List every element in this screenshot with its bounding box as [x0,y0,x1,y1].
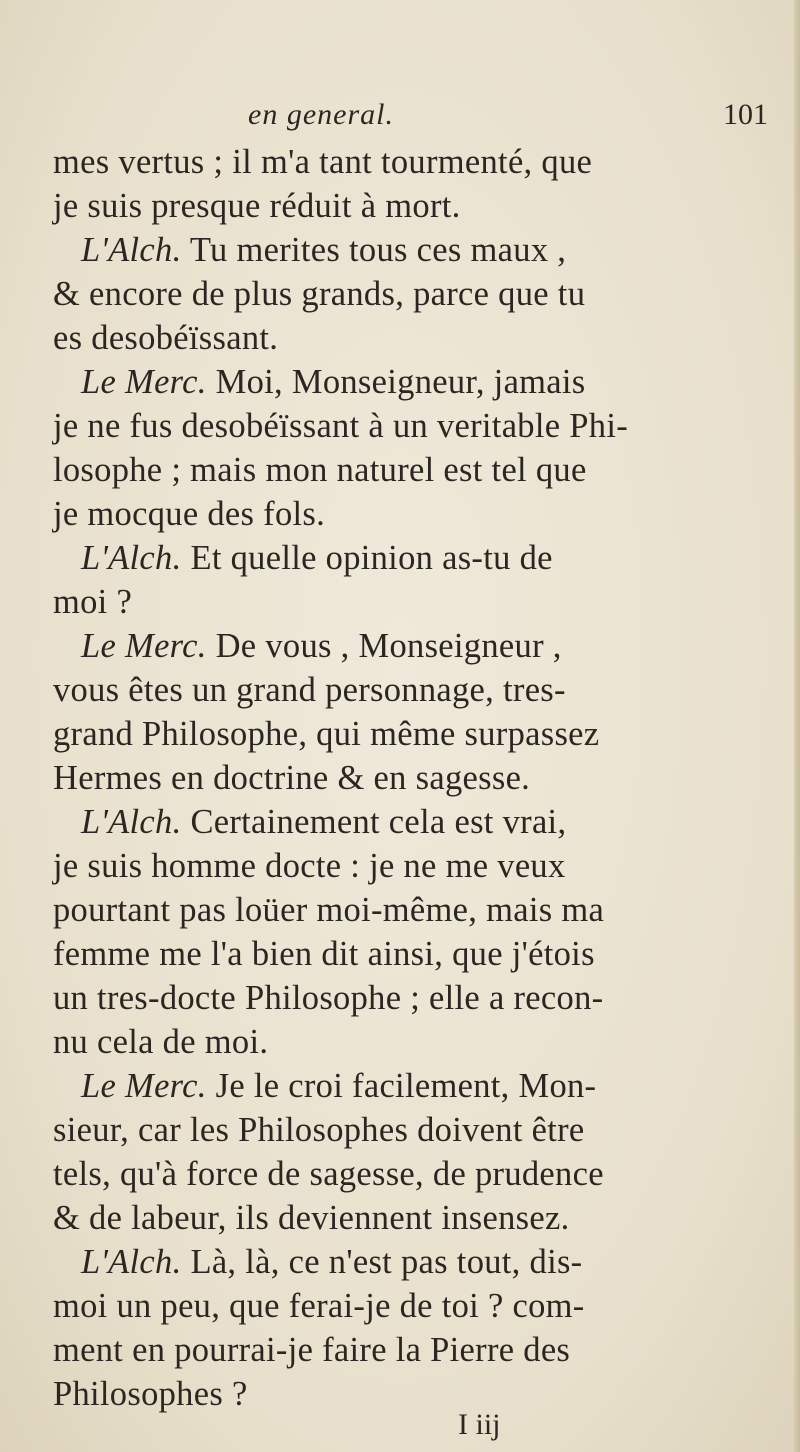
line-text: grand Philosophe, qui même surpassez [53,715,600,753]
line-text: je ne fus desobéïssant à un veritable Phi- [53,407,628,445]
text-line [53,404,773,448]
running-title: en general. [248,98,394,131]
text-line [53,712,773,756]
speaker-label: Le Merc. [81,627,207,665]
line-text: & de labeur, ils deviennent insensez. [53,1199,570,1237]
line-text: sieur, car les Philosophes doivent être [53,1111,585,1149]
text-line [53,1196,773,1240]
line-text: Philosophes ? [53,1375,248,1413]
text-line [53,228,773,272]
page-header [0,98,800,138]
text-line [53,1328,773,1372]
speaker-label: Le Merc. [81,363,207,401]
text-line [53,800,773,844]
text-line [53,140,773,184]
line-text: Certainement cela est vrai, [181,803,567,841]
signature-mark: I iij [458,1408,501,1441]
line-text: Hermes en doctrine & en sagesse. [53,759,531,797]
page-number: 101 [723,98,768,131]
line-text: Et quelle opinion as-tu de [181,539,553,577]
line-text: & encore de plus grands, parce que tu [53,275,586,313]
text-line [53,1152,773,1196]
body-text [53,140,773,1416]
text-line [53,184,773,228]
line-text: je suis presque réduit à mort. [53,187,461,225]
line-text: mes vertus ; il m'a tant tourmenté, que [53,143,593,181]
text-line [53,756,773,800]
text-line [53,888,773,932]
text-line [53,580,773,624]
line-text: moi ? [53,583,133,621]
line-text: Je le croi facilement, Mon- [206,1067,597,1105]
text-line [53,1020,773,1064]
line-text: De vous , Monseigneur , [206,627,562,665]
speaker-label: L'Alch. [81,231,182,269]
line-text: Tu merites tous ces maux , [181,231,567,269]
line-text: pourtant pas loüer moi-même, mais ma [53,891,605,929]
line-text: je mocque des fols. [53,495,326,533]
speaker-label: L'Alch. [81,1243,182,1281]
text-line [53,844,773,888]
text-line [53,932,773,976]
text-line [53,1372,773,1416]
text-line [53,1064,773,1108]
text-line [53,668,773,712]
speaker-label: Le Merc. [81,1067,207,1105]
line-text: moi un peu, que ferai-je de toi ? com- [53,1287,585,1325]
line-text: Moi, Monseigneur, jamais [206,363,586,401]
line-text: ment en pourrai-je faire la Pierre des [53,1331,571,1369]
line-text: es desobéïssant. [53,319,279,357]
speaker-label: L'Alch. [81,803,182,841]
text-line [53,1240,773,1284]
line-text: nu cela de moi. [53,1023,269,1061]
text-line [53,316,773,360]
line-text: je suis homme docte : je ne me veux [53,847,566,885]
line-text: femme me l'a bien dit ainsi, que j'étois [53,935,595,973]
speaker-label: L'Alch. [81,539,182,577]
page-edge [794,0,800,1452]
text-line [53,1284,773,1328]
text-line [53,272,773,316]
text-line [53,1108,773,1152]
line-text: un tres-docte Philosophe ; elle a recon- [53,979,604,1017]
text-line [53,492,773,536]
text-line [53,624,773,668]
text-line [53,448,773,492]
line-text: tels, qu'à force de sagesse, de prudence [53,1155,604,1193]
text-line [53,360,773,404]
line-text: Là, là, ce n'est pas tout, dis- [181,1243,583,1281]
text-line [53,536,773,580]
line-text: losophe ; mais mon naturel est tel que [53,451,587,489]
text-line [53,976,773,1020]
line-text: vous êtes un grand personnage, tres- [53,671,566,709]
